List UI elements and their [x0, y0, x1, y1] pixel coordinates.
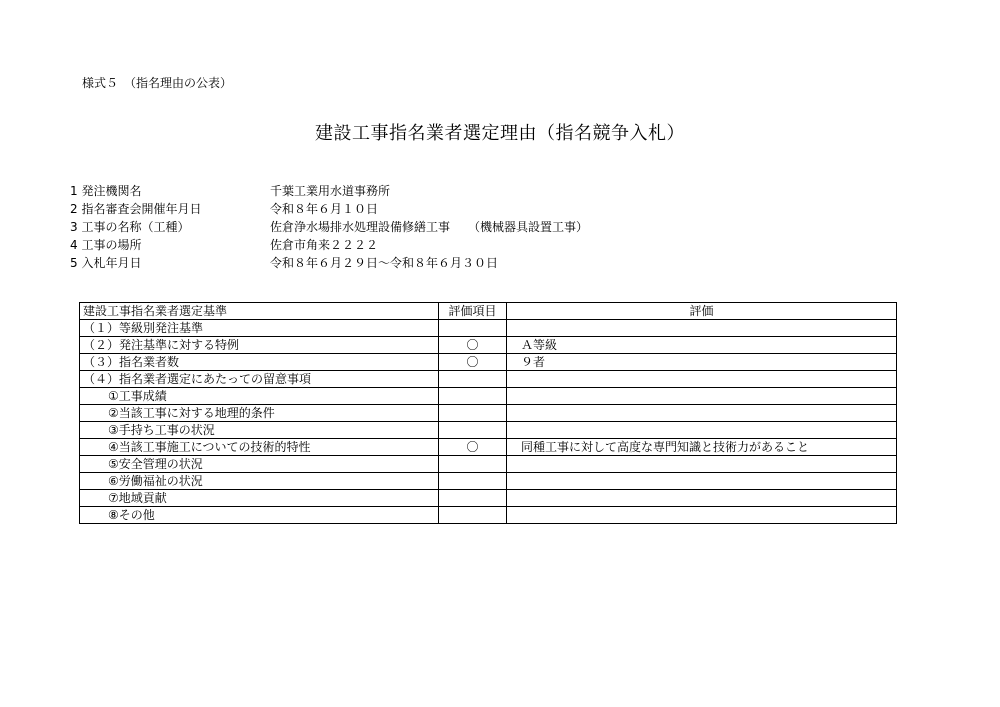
criterion-cell: （１）等級別発注基準 [80, 320, 439, 337]
header-criteria: 建設工事指名業者選定基準 [80, 303, 439, 320]
info-label: 2 指名審査会開催年月日 [70, 202, 202, 216]
header-evaluation-item: 評価項目 [439, 303, 507, 320]
table-row [80, 439, 897, 456]
info-value: 千葉工業用水道事務所 [270, 184, 391, 198]
criterion-cell: ③手持ち工事の状況 [80, 422, 439, 439]
table-row [80, 473, 897, 490]
evaluation-cell: Ａ等級 [507, 337, 897, 354]
evaluation-cell [507, 371, 897, 388]
mark-cell [439, 507, 507, 524]
form-label: 様式５ （指名理由の公表） [82, 76, 233, 90]
document-title: 建設工事指名業者選定理由（指名競争入札） [315, 123, 685, 144]
criterion-cell: （３）指名業者数 [80, 354, 439, 371]
info-value: 佐倉市角来２２２２ [270, 238, 379, 252]
criterion-cell: ⑤安全管理の状況 [80, 456, 439, 473]
mark-cell [439, 422, 507, 439]
info-label: 1 発注機関名 [70, 184, 142, 198]
criterion-cell: ⑥労働福祉の状況 [80, 473, 439, 490]
criterion-cell: ⑧その他 [80, 507, 439, 524]
evaluation-cell [507, 422, 897, 439]
evaluation-cell [507, 388, 897, 405]
criterion-cell: （２）発注基準に対する特例 [80, 337, 439, 354]
evaluation-cell [507, 473, 897, 490]
info-value: 佐倉浄水場排水処理設備修繕工事 （機械器具設置工事） [270, 220, 589, 234]
table-row [80, 320, 897, 337]
criterion-cell: ④当該工事施工についての技術的特性 [80, 439, 439, 456]
evaluation-cell [507, 456, 897, 473]
evaluation-cell: ９者 [507, 354, 897, 371]
table-row [80, 371, 897, 388]
evaluation-cell [507, 490, 897, 507]
mark-cell: 〇 [439, 337, 507, 354]
table-row [80, 456, 897, 473]
evaluation-cell: 同種工事に対して高度な専門知識と技術力があること [507, 439, 897, 456]
criterion-cell: ①工事成績 [80, 388, 439, 405]
criterion-cell: ⑦地域貢献 [80, 490, 439, 507]
criterion-cell: （４）指名業者選定にあたっての留意事項 [80, 371, 439, 388]
info-value: 令和８年６月１０日 [270, 202, 379, 216]
mark-cell [439, 371, 507, 388]
info-label: 3 工事の名称（工種） [70, 220, 190, 234]
table-row [80, 405, 897, 422]
evaluation-cell [507, 507, 897, 524]
mark-cell: 〇 [439, 354, 507, 371]
info-label: 5 入札年月日 [70, 256, 142, 270]
mark-cell [439, 473, 507, 490]
criterion-cell: ②当該工事に対する地理的条件 [80, 405, 439, 422]
mark-cell [439, 456, 507, 473]
mark-cell: 〇 [439, 439, 507, 456]
mark-cell [439, 490, 507, 507]
mark-cell [439, 388, 507, 405]
info-row [70, 254, 588, 272]
table-header-row [80, 303, 897, 320]
header-evaluation: 評価 [507, 303, 897, 320]
table-row [80, 354, 897, 371]
info-table [70, 182, 588, 272]
criteria-table [79, 302, 897, 524]
mark-cell [439, 320, 507, 337]
table-row [80, 422, 897, 439]
table-row [80, 337, 897, 354]
table-row [80, 507, 897, 524]
info-row [70, 236, 588, 254]
info-label: 4 工事の場所 [70, 238, 142, 252]
info-row [70, 182, 588, 200]
info-value: 令和８年６月２９日～令和８年６月３０日 [270, 256, 499, 270]
info-row [70, 200, 588, 218]
evaluation-cell [507, 405, 897, 422]
table-row [80, 490, 897, 507]
evaluation-cell [507, 320, 897, 337]
table-row [80, 388, 897, 405]
mark-cell [439, 405, 507, 422]
info-row [70, 218, 588, 236]
